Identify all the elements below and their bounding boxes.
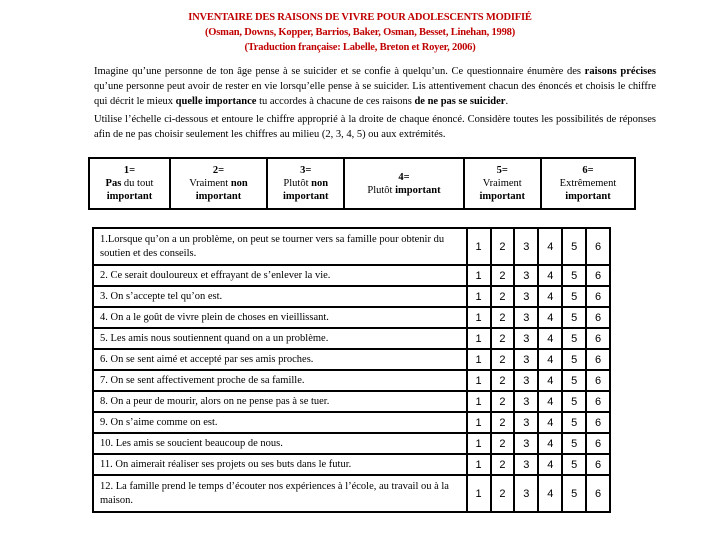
scale-number: 5= (496, 165, 508, 176)
rating-option-6[interactable]: 6 (586, 475, 610, 512)
rating-option-2[interactable]: 2 (491, 454, 515, 475)
rating-option-4[interactable]: 4 (538, 286, 562, 307)
rating-option-3[interactable]: 3 (514, 433, 538, 454)
question-statement: 4. On a le goût de vivre plein de choses en vieillissant. (93, 307, 467, 328)
rating-option-2[interactable]: 2 (491, 228, 515, 265)
rating-option-1[interactable]: 1 (467, 328, 491, 349)
intro-text: qu’une personne peut avoir de rester en vie lorsqu’elle pense à se suicider. Lis attentivement chacun des énoncés et choisis le chiffre qui décrit le mieux (94, 81, 656, 107)
rating-option-2[interactable]: 2 (491, 370, 515, 391)
rating-option-5[interactable]: 5 (562, 475, 586, 512)
rating-option-1[interactable]: 1 (467, 412, 491, 433)
question-statement: 9. On s’aime comme on est. (93, 412, 467, 433)
rating-option-5[interactable]: 5 (562, 228, 586, 265)
rating-option-3[interactable]: 3 (514, 349, 538, 370)
rating-option-4[interactable]: 4 (538, 475, 562, 512)
rating-option-5[interactable]: 5 (562, 391, 586, 412)
rating-option-1[interactable]: 1 (467, 228, 491, 265)
rating-option-1[interactable]: 1 (467, 475, 491, 512)
scale-label-mid: du tout (121, 178, 154, 189)
instructions-paragraph: Utilise l’échelle ci-dessous et entoure le chiffre approprié à la droite de chaque énoncé. Considère toutes les possibilités de réponses afin de ne pas choisir seulement les chiffres au milieu (2, 3, 4, 5) ou aux extrémités. (94, 114, 656, 140)
rating-option-4[interactable]: 4 (538, 307, 562, 328)
scale-label-important: important (282, 191, 329, 202)
translation-citation: (Traduction française: Labelle, Breton et Royer, 2006) (244, 42, 476, 53)
rating-option-2[interactable]: 2 (491, 307, 515, 328)
rating-option-1[interactable]: 1 (467, 265, 491, 286)
question-row (93, 349, 610, 370)
question-statement: 8. On a peur de mourir, alors on ne pense pas à se tuer. (93, 391, 467, 412)
rating-option-4[interactable]: 4 (538, 370, 562, 391)
rating-option-6[interactable]: 6 (586, 454, 610, 475)
rating-option-3[interactable]: 3 (514, 265, 538, 286)
rating-option-3[interactable]: 3 (514, 307, 538, 328)
rating-option-3[interactable]: 3 (514, 228, 538, 265)
question-row (93, 454, 610, 475)
question-statement: 7. On se sent affectivement proche de sa famille. (93, 370, 467, 391)
scale-label-pre: Extrêmement (559, 178, 617, 189)
question-statement: 3. On s’accepte tel qu’on est. (93, 286, 467, 307)
document-header (0, 10, 720, 55)
rating-option-2[interactable]: 2 (491, 349, 515, 370)
rating-option-3[interactable]: 3 (514, 391, 538, 412)
question-row (93, 286, 610, 307)
scale-option-4 (344, 158, 463, 209)
rating-option-5[interactable]: 5 (562, 454, 586, 475)
document-title: INVENTAIRE DES RAISONS DE VIVRE POUR ADOLESCENTS MODIFIÉ (188, 12, 532, 23)
rating-option-5[interactable]: 5 (562, 349, 586, 370)
scale-label-pre: Plutôt (283, 178, 312, 189)
rating-option-5[interactable]: 5 (562, 433, 586, 454)
question-row (93, 328, 610, 349)
rating-option-1[interactable]: 1 (467, 307, 491, 328)
rating-option-6[interactable]: 6 (586, 286, 610, 307)
intro-emphasis: raisons précises (584, 66, 656, 77)
scale-option-5 (464, 158, 541, 209)
rating-option-5[interactable]: 5 (562, 370, 586, 391)
rating-option-2[interactable]: 2 (491, 433, 515, 454)
rating-option-6[interactable]: 6 (586, 265, 610, 286)
question-row (93, 391, 610, 412)
intro-text: tu accordes à chacune de ces raisons (256, 96, 415, 107)
rating-option-1[interactable]: 1 (467, 349, 491, 370)
scale-label-important: important (479, 191, 525, 202)
rating-option-5[interactable]: 5 (562, 412, 586, 433)
rating-option-3[interactable]: 3 (514, 328, 538, 349)
rating-option-6[interactable]: 6 (586, 370, 610, 391)
question-statement: 11. On aimerait réaliser ses projets ou ses buts dans le futur. (93, 454, 467, 475)
scale-label-bold: non (311, 178, 329, 189)
question-statement: 10. Les amis se soucient beaucoup de nous. (93, 433, 467, 454)
question-statement: 5. Les amis nous soutiennent quand on a un problème. (93, 328, 467, 349)
scale-label-important: important (565, 191, 611, 202)
question-row (93, 228, 610, 265)
rating-option-1[interactable]: 1 (467, 370, 491, 391)
intro-emphasis: de ne pas se suicider (414, 96, 506, 107)
rating-option-1[interactable]: 1 (467, 433, 491, 454)
scale-label-important: important (195, 191, 242, 202)
rating-option-6[interactable]: 6 (586, 307, 610, 328)
scale-label-pre: Plutôt (367, 184, 396, 196)
question-row (93, 265, 610, 286)
questionnaire-table (92, 227, 611, 513)
scale-label-bold: Pas (105, 178, 122, 189)
intro-paragraph (94, 64, 656, 109)
scale-number: 6= (582, 165, 594, 176)
rating-option-4[interactable]: 4 (538, 454, 562, 475)
scale-label-pre: Vraiment (189, 178, 231, 189)
scale-label-bold: non (230, 178, 248, 189)
rating-option-3[interactable]: 3 (514, 286, 538, 307)
rating-option-3[interactable]: 3 (514, 370, 538, 391)
question-row (93, 370, 610, 391)
rating-option-5[interactable]: 5 (562, 265, 586, 286)
rating-option-5[interactable]: 5 (562, 286, 586, 307)
question-statement: 1.Lorsque qu’on a un problème, on peut se tourner vers sa famille pour obtenir du soutien et des conseils. (93, 228, 467, 265)
rating-option-2[interactable]: 2 (491, 265, 515, 286)
scale-number: 3= (300, 165, 312, 176)
rating-option-4[interactable]: 4 (538, 349, 562, 370)
rating-option-3[interactable]: 3 (514, 475, 538, 512)
intro-text: Imagine qu’une personne de ton âge pense à se suicider et se confie à quelqu’un. Ce questionnaire énumère des (94, 66, 585, 77)
rating-option-1[interactable]: 1 (467, 286, 491, 307)
rating-option-6[interactable]: 6 (586, 391, 610, 412)
rating-option-2[interactable]: 2 (491, 475, 515, 512)
rating-option-6[interactable]: 6 (586, 412, 610, 433)
rating-option-4[interactable]: 4 (538, 328, 562, 349)
rating-option-1[interactable]: 1 (467, 391, 491, 412)
rating-option-4[interactable]: 4 (538, 228, 562, 265)
rating-scale-legend (88, 157, 636, 210)
rating-option-4[interactable]: 4 (538, 391, 562, 412)
scale-label-pre: Vraiment (482, 178, 522, 189)
rating-option-6[interactable]: 6 (586, 328, 610, 349)
rating-option-4[interactable]: 4 (538, 433, 562, 454)
rating-option-6[interactable]: 6 (586, 349, 610, 370)
scale-number: 4= (398, 171, 410, 183)
scale-label-bold: important (395, 184, 441, 196)
rating-option-4[interactable]: 4 (538, 265, 562, 286)
rating-option-3[interactable]: 3 (514, 412, 538, 433)
scale-option-2 (170, 158, 267, 209)
question-row (93, 412, 610, 433)
rating-option-5[interactable]: 5 (562, 307, 586, 328)
intro-text: . (505, 96, 509, 107)
intro-emphasis: quelle importance (175, 96, 257, 107)
question-statement: 12. La famille prend le temps d’écouter nos expériences à l’école, au travail ou à la maison. (93, 475, 467, 512)
scale-number: 2= (212, 165, 225, 176)
scale-option-1 (89, 158, 170, 209)
rating-option-2[interactable]: 2 (491, 391, 515, 412)
question-row (93, 475, 610, 512)
rating-option-1[interactable]: 1 (467, 454, 491, 475)
rating-option-2[interactable]: 2 (491, 328, 515, 349)
rating-option-4[interactable]: 4 (538, 412, 562, 433)
rating-option-3[interactable]: 3 (514, 454, 538, 475)
scale-option-6 (541, 158, 635, 209)
scale-option-3 (267, 158, 344, 209)
scale-number: 1= (123, 165, 136, 176)
question-row (93, 307, 610, 328)
question-statement: 2. Ce serait douloureux et effrayant de s’enlever la vie. (93, 265, 467, 286)
rating-option-6[interactable]: 6 (586, 433, 610, 454)
scale-label-important: important (106, 191, 153, 202)
rating-option-2[interactable]: 2 (491, 412, 515, 433)
authors-citation: (Osman, Downs, Kopper, Barrios, Baker, Osman, Besset, Linehan, 1998) (205, 27, 515, 38)
rating-option-5[interactable]: 5 (562, 328, 586, 349)
rating-option-2[interactable]: 2 (491, 286, 515, 307)
rating-option-6[interactable]: 6 (586, 228, 610, 265)
question-row (93, 433, 610, 454)
question-statement: 6. On se sent aimé et accepté par ses amis proches. (93, 349, 467, 370)
